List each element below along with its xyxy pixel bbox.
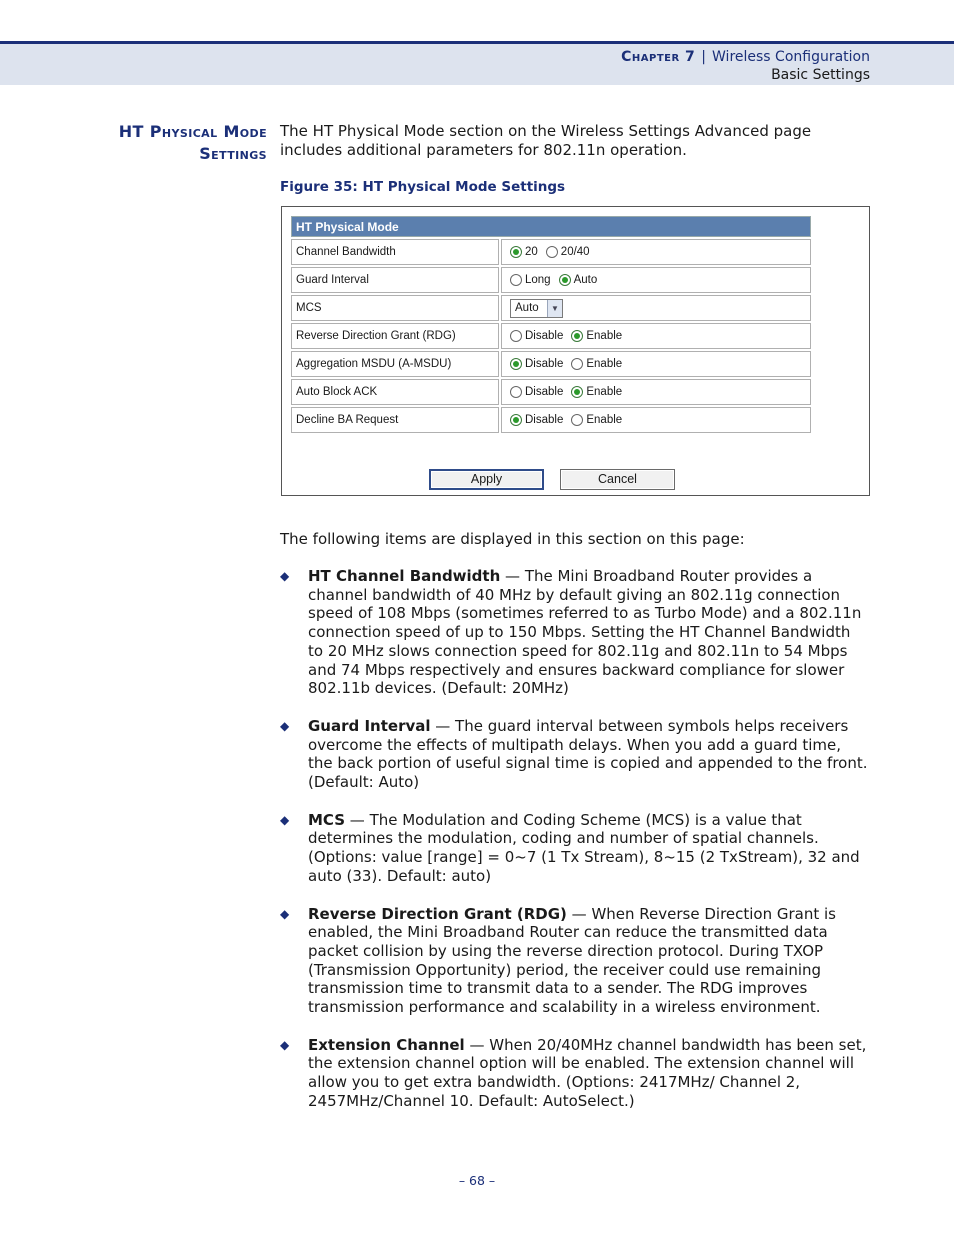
bullet-text: — When Reverse Direction Grant is enabled, the Mini Broadband Router can reduce the transmitted data packet collision by using the reverse direction protocol. During TXOP (Transmission Opportunity) period, the receiver could use remaining transmission time to transmit data to a sender. The RDG improves transmission performance and scalability in a wireless environment. <box>308 904 836 1017</box>
bullet-item <box>280 905 870 1017</box>
settings-rows <box>291 239 811 433</box>
setting-row <box>291 379 811 405</box>
setting-value <box>501 323 811 349</box>
diamond-bullet-icon: ◆ <box>280 718 290 733</box>
setting-row <box>291 295 811 321</box>
bullet-item <box>280 717 870 792</box>
radio-checked-icon[interactable] <box>571 386 583 398</box>
radio-unchecked-icon[interactable] <box>510 330 522 342</box>
radio-label: Auto <box>573 274 598 286</box>
radio-unchecked-icon[interactable] <box>510 274 522 286</box>
radio-label: Disable <box>525 330 564 342</box>
radio-option[interactable] <box>510 274 551 286</box>
setting-row <box>291 351 811 377</box>
bullet-item <box>280 811 870 886</box>
bullet-text: — The guard interval between symbols helps receivers overcome the effects of multipath delays. When you add a guard time, the back portion of useful signal time is copied and appended to the front. (Default: Auto) <box>308 716 868 792</box>
bullet-term: MCS <box>308 810 346 829</box>
radio-label: 20 <box>525 246 538 258</box>
setting-value <box>501 407 811 433</box>
radio-label: Enable <box>586 330 623 342</box>
radio-option[interactable] <box>559 274 598 286</box>
bullet-list <box>280 567 870 1130</box>
chapter-label: Chapter 7 <box>621 49 696 65</box>
radio-checked-icon[interactable] <box>559 274 571 286</box>
chapter-line <box>621 48 870 66</box>
setting-row <box>291 239 811 265</box>
radio-option[interactable] <box>571 358 622 370</box>
bullet-text: — The Mini Broadband Router provides a channel bandwidth of 40 MHz by default giving an 802.11g connection speed of 108 Mbps (sometimes referred to as Turbo Mode) and a 802.11n connection speed of up to 150 Mbps. Setting the HT Channel Bandwidth to 20 MHz slows connection speed for 802.11g and 802.11n to 54 Mbps and 74 Mbps respectively and ensures backward compliance for slower 802.11b devices. (Default: 20MHz) <box>308 567 862 698</box>
setting-value <box>501 267 811 293</box>
header-separator: | <box>701 49 707 65</box>
radio-unchecked-icon[interactable] <box>510 386 522 398</box>
page-number: – 68 – <box>458 1173 496 1188</box>
radio-label: Enable <box>586 358 623 370</box>
bullet-item <box>280 567 870 698</box>
setting-value <box>501 295 811 321</box>
radio-option[interactable] <box>571 414 622 426</box>
radio-checked-icon[interactable] <box>510 414 522 426</box>
radio-label: Enable <box>586 386 623 398</box>
figure-frame <box>281 206 870 496</box>
panel-title: HT Physical Mode <box>291 216 811 237</box>
bullet-term: Reverse Direction Grant (RDG) <box>308 904 567 923</box>
page-header <box>0 41 954 85</box>
apply-button[interactable]: Apply <box>429 469 544 490</box>
ht-physical-mode-panel <box>291 216 811 433</box>
radio-unchecked-icon[interactable] <box>571 414 583 426</box>
subsection-title: Basic Settings <box>771 67 870 83</box>
mcs-select[interactable] <box>510 299 563 318</box>
radio-option[interactable] <box>510 414 563 426</box>
setting-label: Reverse Direction Grant (RDG) <box>291 323 499 349</box>
bullet-term: Guard Interval <box>308 716 431 735</box>
radio-option[interactable] <box>546 246 590 258</box>
setting-row <box>291 407 811 433</box>
section-title <box>60 121 267 165</box>
setting-row <box>291 267 811 293</box>
cancel-button[interactable]: Cancel <box>560 469 675 490</box>
setting-value <box>501 351 811 377</box>
setting-label: Aggregation MSDU (A-MSDU) <box>291 351 499 377</box>
setting-label: Guard Interval <box>291 267 499 293</box>
figure-caption: Figure 35: HT Physical Mode Settings <box>280 179 566 195</box>
setting-label: MCS <box>291 295 499 321</box>
radio-checked-icon[interactable] <box>510 358 522 370</box>
section-title-line2: Settings <box>199 144 267 163</box>
bullet-term: Extension Channel <box>308 1035 465 1054</box>
bullet-text: — When 20/40MHz channel bandwidth has been set, the extension channel option will be enabled. The extension channel will allow you to get extra bandwidth. (Options: 2417MHz/ Channel 2, 2457MHz/Channel 10. Default: AutoSelect.) <box>308 1035 867 1110</box>
intro-paragraph: The HT Physical Mode section on the Wireless Settings Advanced page includes additional parameters for 802.11n operation. <box>280 122 812 159</box>
bullet-item <box>280 1036 870 1111</box>
radio-checked-icon[interactable] <box>510 246 522 258</box>
radio-option[interactable] <box>510 358 563 370</box>
chapter-title: Wireless Configuration <box>712 49 870 65</box>
radio-label: Disable <box>525 386 564 398</box>
radio-label: Disable <box>525 358 564 370</box>
radio-option[interactable] <box>571 330 622 342</box>
header-text <box>621 48 870 84</box>
radio-label: 20/40 <box>560 246 590 258</box>
bullet-text: — The Modulation and Coding Scheme (MCS) is a value that determines the modulation, coding and number of spatial channels. (Options: value [range] = 0~7 (1 Tx Stream), 8~15 (2 TxStream), 32 and auto (33). Default: auto) <box>308 810 860 885</box>
radio-option[interactable] <box>510 246 538 258</box>
chevron-down-icon[interactable]: ▼ <box>547 300 562 317</box>
radio-option[interactable] <box>571 386 622 398</box>
setting-row <box>291 323 811 349</box>
radio-checked-icon[interactable] <box>571 330 583 342</box>
radio-label: Disable <box>525 414 564 426</box>
diamond-bullet-icon: ◆ <box>280 1037 290 1052</box>
radio-label: Long <box>525 274 551 286</box>
setting-label: Channel Bandwidth <box>291 239 499 265</box>
radio-option[interactable] <box>510 386 563 398</box>
diamond-bullet-icon: ◆ <box>280 812 290 827</box>
setting-value <box>501 239 811 265</box>
setting-label: Decline BA Request <box>291 407 499 433</box>
radio-unchecked-icon[interactable] <box>546 246 558 258</box>
setting-label: Auto Block ACK <box>291 379 499 405</box>
bullet-term: HT Channel Bandwidth <box>308 567 501 585</box>
radio-unchecked-icon[interactable] <box>571 358 583 370</box>
section-title-line1: HT Physical Mode <box>118 122 267 141</box>
setting-value <box>501 379 811 405</box>
radio-option[interactable] <box>510 330 563 342</box>
following-text: The following items are displayed in this section on this page: <box>280 530 745 548</box>
mcs-select-value: Auto <box>515 302 539 314</box>
radio-label: Enable <box>586 414 623 426</box>
diamond-bullet-icon: ◆ <box>280 906 290 921</box>
diamond-bullet-icon: ◆ <box>280 569 290 583</box>
